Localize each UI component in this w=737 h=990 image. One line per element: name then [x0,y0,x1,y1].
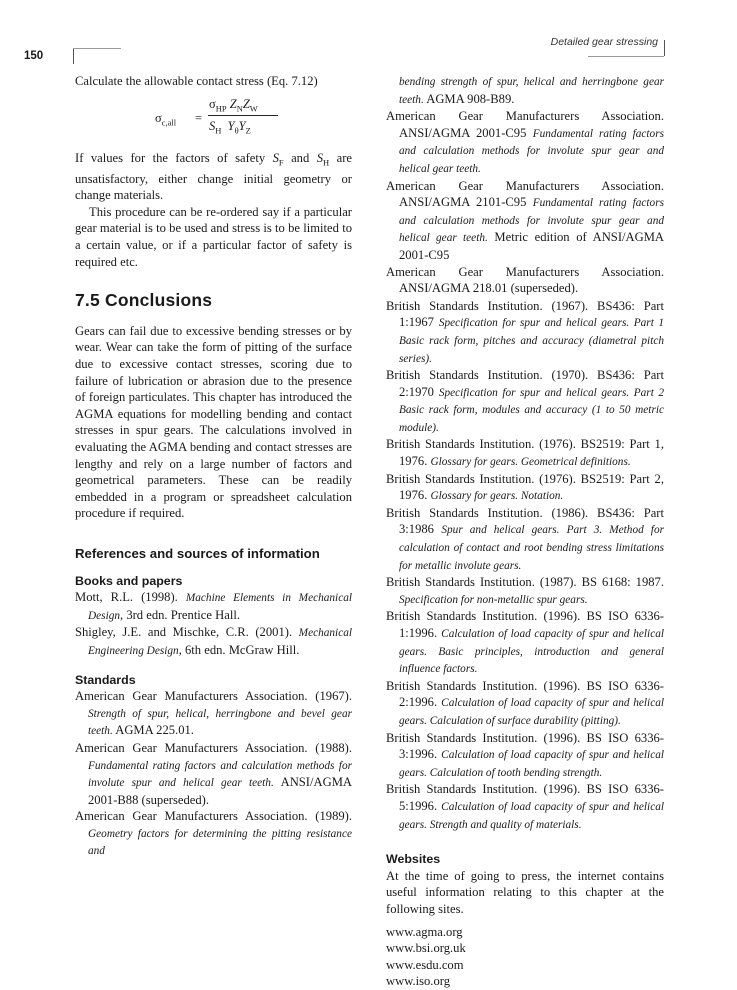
header-rule-left-horizontal [73,48,121,49]
formula-denominator: $S_H$ $Y_\theta Y_Z$ [209,118,251,136]
paragraph-reorder: This procedure can be re-ordered say if a particular gear material is to be used and stress is to be limited to a certain value, or if a particular factor of safety is required etc. [75,204,352,269]
standards-heading: Standards [75,672,136,687]
reference-item: British Standards Institution. (1976). BS2519: Part 2, 1976. Glossary for gears. Notation. [386,471,664,503]
running-title: Detailed gear stressing [550,36,658,48]
reference-item: British Standards Institution. (1976). BS2519: Part 1, 1976. Glossary for gears. Geometrical definitions. [386,437,664,469]
website-link[interactable]: www.agma.org [386,924,463,939]
reference-item: Mott, R.L. (1998). Machine Elements in Mechanical Design, 3rd edn. Prentice Hall. [75,590,352,622]
reference-item: American Gear Manufacturers Association. ANSI/AGMA 218.01 (superseded). [386,264,664,296]
reference-item: Shigley, J.E. and Mischke, C.R. (2001). Mechanical Engineering Design, 6th edn. McGraw Hill. [75,625,352,657]
references-heading: References and sources of information [75,545,320,561]
reference-item: British Standards Institution. (1996). BS ISO 6336-1:1996. Calculation of load capacity of spur and helical gears. Basic principles, introduction and general influence factors. [386,609,664,676]
reference-item: American Gear Manufacturers Association. ANSI/AGMA 2001-C95 Fundamental rating factors and calculation methods for involute spur gear and helical gear teeth. [386,109,664,175]
intro-text: Calculate the allowable contact stress (Eq. 7.12) [75,74,318,88]
reference-item: British Standards Institution. (1986). BS436: Part 3:1986 Spur and helical gears. Part 3. Method for calculation of contact and root bending stress limitations for metallic involute gears. [386,505,664,572]
right-column [386,73,664,990]
formula-equals: = [195,110,203,125]
reference-item: British Standards Institution. (1996). BS ISO 6336-2:1996. Calculation of load capacity of spur and helical gears. Calculation of surface durability (pitting). [386,678,664,727]
reference-item: American Gear Manufacturers Association. ANSI/AGMA 2101-C95 Fundamental rating factors and calculation methods for involute spur gear and helical gear teeth. Metric edition of ANSI/AGMA 2001-C95 [386,178,664,262]
websites-intro: At the time of going to press, the internet contains useful information relating to this chapter at the following sites. [386,868,664,916]
allowable-contact-stress-formula [75,94,352,146]
reference-item: British Standards Institution. (1996). BS ISO 6336-5:1996. Calculation of load capacity of spur and helical gears. Strength and quality of materials. [386,782,664,831]
reference-item: British Standards Institution. (1967). BS436: Part 1:1967 Specification for spur and helical gears. Part 1 Basic rack form, pitches and accuracy (diametral pitch series). [386,298,664,365]
references-continued [386,73,664,833]
books-list [75,589,352,659]
books-heading: Books and papers [75,573,183,588]
formula-numerator: $\sigma_{HP}$ $Z_NZ_W$ [209,96,258,114]
page-number: 150 [24,50,44,62]
left-column [75,73,352,860]
formula-fraction-bar [208,115,278,116]
website-link[interactable]: www.iso.org [386,974,451,989]
reference-item: British Standards Institution. (1987). BS 6168: 1987. Specification for non-metallic spur gears. [386,575,664,606]
websites-heading: Websites [386,852,441,867]
standards-list [75,688,352,860]
paragraph-safety-factors: If values for the factors of safety $S_F$ and $S_H$ are unsatisfactory, either change initial geometry or change materials. [75,150,352,203]
header-rule-right-horizontal [588,56,664,57]
reference-item: British Standards Institution. (1996). BS ISO 6336-3:1996. Calculation of load capacity of spur and helical gears. Calculation of tooth bending strength. [386,730,664,779]
conclusions-paragraph: Gears can fail due to excessive bending stresses or by wear. Wear can take the form of pitting of the surface due to excessive contact stresses, scoring due to failure of lubrication or abrasion due to the presence of foreign particulates. This chapter has introduced the AGMA equations for modelling bending and contact stresses in spur gears. The calculations involved in evaluating the AGMA bending and contact stresses are lengthy and rely on a large number of factors and geometrical parameters. These can be readily embedded in a program or spreadsheet calculation procedure if required. [75,323,352,521]
header-rule-left [73,48,74,64]
website-link[interactable]: www.bsi.org.uk [386,941,466,956]
reference-item: American Gear Manufacturers Association. (1988). Fundamental rating factors and calculation methods for involute spur and helical gear teeth. ANSI/AGMA 2001-B88 (superseded). [75,740,352,807]
websites-list [386,924,664,990]
website-link[interactable]: www.esdu.com [386,957,464,972]
reference-item: bending strength of spur, helical and herringbone gear teeth. AGMA 908-B89. [399,76,664,106]
formula-lhs: $\sigma_{c,all}$ [155,110,177,128]
reference-item: American Gear Manufacturers Association. (1989). Geometry factors for determining the pitting resistance and [75,809,352,858]
header-rule-right [664,40,665,56]
reference-item: American Gear Manufacturers Association. (1967). Strength of spur, helical, herringbone and bevel gear teeth. AGMA 225.01. [75,689,352,738]
reference-item: British Standards Institution. (1970). BS436: Part 2:1970 Specification for spur and helical gears. Part 2 Basic rack form, modules and accuracy (1 to 50 metric module). [386,368,664,434]
section-title: 7.5 Conclusions [75,290,213,311]
